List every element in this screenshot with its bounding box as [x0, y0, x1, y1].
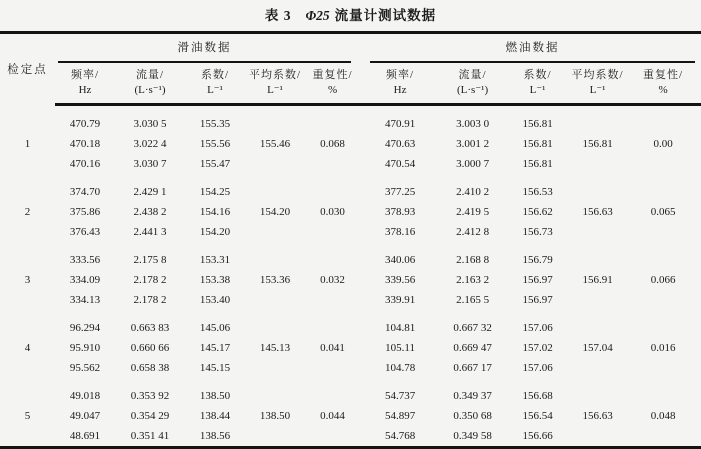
row-axis-header: 检定点: [7, 64, 48, 77]
cell-fuel-flow: 0.349 37: [453, 390, 492, 402]
cell-fuel-flow: 0.350 68: [453, 410, 492, 422]
cell-fuel-frequency: 378.16: [384, 226, 416, 238]
cell-lube-repeatability: [305, 174, 360, 202]
cell-fuel-coefficient: 157.02: [522, 342, 553, 354]
cell-lube-coefficient: 145.06: [199, 322, 231, 334]
cell-fuel-coefficient: 157.06: [522, 322, 553, 334]
cell-lube-coefficient: 153.40: [199, 294, 231, 306]
cell-fuel-avg-coefficient: 156.63: [582, 206, 613, 218]
cell-lube-avg-coefficient: [245, 222, 305, 242]
cell-calibration-point: [0, 358, 55, 378]
cell-lube-flow: 2.175 8: [133, 254, 167, 266]
cell-lube-flow: 2.178 2: [133, 294, 167, 306]
table-row: [0, 202, 701, 222]
cell-lube-avg-coefficient: [245, 154, 305, 174]
cell-lube-repeatability: [305, 242, 360, 270]
group-label-lube-oil: 滑油数据: [58, 34, 351, 63]
table-title: [0, 0, 701, 31]
cell-lube-frequency: 374.70: [69, 186, 101, 198]
cell-fuel-coefficient: 156.81: [522, 118, 553, 130]
cell-fuel-repeatability: [625, 174, 701, 202]
cell-fuel-frequency: 104.81: [384, 322, 416, 334]
cell-lube-flow: 2.441 3: [133, 226, 167, 238]
cell-fuel-frequency: 470.54: [384, 158, 416, 170]
col-header-fuel-frequency: 频率/ Hz: [360, 63, 440, 105]
table-row: [0, 154, 701, 174]
cell-lube-frequency: 334.13: [69, 294, 101, 306]
cell-calibration-point: [0, 174, 55, 202]
cell-fuel-avg-coefficient: [570, 105, 625, 135]
table-row: [0, 174, 701, 202]
table-row: [0, 222, 701, 242]
cell-fuel-frequency: 54.737: [384, 390, 416, 402]
cell-lube-coefficient: 155.47: [199, 158, 231, 170]
col-header-fuel-avg-coefficient: 平均系数/ L⁻¹: [570, 63, 625, 105]
cell-lube-avg-coefficient: [245, 426, 305, 448]
cell-lube-repeatability: [305, 310, 360, 338]
cell-lube-flow: 0.351 41: [130, 430, 170, 442]
cell-lube-flow: 3.022 4: [133, 138, 167, 150]
cell-lube-repeatability: [305, 105, 360, 135]
cell-lube-flow: 2.438 2: [133, 206, 167, 218]
cell-fuel-avg-coefficient: [570, 174, 625, 202]
table-row: [0, 426, 701, 448]
cell-fuel-flow: 2.410 2: [456, 186, 490, 198]
cell-fuel-avg-coefficient: [570, 290, 625, 310]
cell-fuel-coefficient: 156.79: [522, 254, 553, 266]
col-header-fuel-coefficient: 系数/ L⁻¹: [505, 63, 570, 105]
cell-lube-coefficient: 155.35: [199, 118, 231, 130]
cell-lube-avg-coefficient: [245, 358, 305, 378]
cell-fuel-flow: 2.165 5: [456, 294, 490, 306]
col-header-lube-coefficient: 系数/ L⁻¹: [185, 63, 245, 105]
cell-calibration-point: [0, 242, 55, 270]
cell-lube-flow: 0.660 66: [130, 342, 170, 354]
cell-lube-avg-coefficient: 153.36: [259, 274, 291, 286]
cell-fuel-flow: 0.667 32: [453, 322, 492, 334]
flowmeter-test-data-table: [0, 31, 701, 449]
cell-calibration-point: [0, 310, 55, 338]
cell-calibration-point: [0, 378, 55, 406]
table-row: [0, 270, 701, 290]
cell-fuel-coefficient: 156.66: [522, 430, 553, 442]
cell-fuel-repeatability: [625, 378, 701, 406]
cell-fuel-avg-coefficient: 156.91: [582, 274, 613, 286]
cell-calibration-point: [0, 290, 55, 310]
cell-lube-repeatability: [305, 154, 360, 174]
col-header-fuel-flow: 流量/ (L·s⁻¹): [440, 63, 505, 105]
cell-lube-frequency: 333.56: [69, 254, 101, 266]
cell-lube-repeatability: [305, 426, 360, 448]
cell-lube-frequency: 49.018: [69, 390, 101, 402]
cell-lube-flow: 0.354 29: [130, 410, 170, 422]
cell-lube-flow: 0.353 92: [130, 390, 170, 402]
cell-lube-coefficient: 138.44: [199, 410, 231, 422]
cell-lube-frequency: 48.691: [69, 430, 101, 442]
cell-fuel-repeatability: [625, 290, 701, 310]
cell-fuel-flow: 0.669 47: [453, 342, 492, 354]
cell-fuel-repeatability: [625, 310, 701, 338]
cell-fuel-avg-coefficient: [570, 378, 625, 406]
table-index: 表 3: [264, 8, 292, 23]
cell-fuel-avg-coefficient: [570, 310, 625, 338]
cell-lube-repeatability: [305, 222, 360, 242]
table-row: [0, 242, 701, 270]
cell-lube-avg-coefficient: [245, 242, 305, 270]
col-header-fuel-repeatability: 重复性/ %: [625, 63, 701, 105]
cell-fuel-repeatability: [625, 222, 701, 242]
cell-lube-coefficient: 145.17: [199, 342, 231, 354]
cell-fuel-avg-coefficient: [570, 154, 625, 174]
cell-fuel-coefficient: 156.54: [522, 410, 553, 422]
cell-fuel-avg-coefficient: 157.04: [582, 342, 613, 354]
cell-lube-avg-coefficient: [245, 378, 305, 406]
cell-fuel-frequency: 339.91: [384, 294, 416, 306]
cell-lube-frequency: 470.79: [69, 118, 101, 130]
cell-fuel-frequency: 470.63: [384, 138, 416, 150]
cell-calibration-point: 3: [24, 274, 31, 286]
cell-fuel-flow: 3.003 0: [456, 118, 490, 130]
table-row: [0, 134, 701, 154]
cell-lube-avg-coefficient: 154.20: [259, 206, 291, 218]
table-row: [0, 105, 701, 135]
cell-lube-repeatability: 0.041: [320, 342, 345, 354]
cell-lube-frequency: 470.16: [69, 158, 101, 170]
table-row: [0, 406, 701, 426]
table-row: [0, 290, 701, 310]
group-label-fuel-oil: 燃油数据: [370, 34, 695, 63]
cell-fuel-repeatability: [625, 154, 701, 174]
col-header-lube-avg-coefficient: 平均系数/ L⁻¹: [245, 63, 305, 105]
cell-lube-coefficient: 154.25: [199, 186, 231, 198]
cell-fuel-coefficient: 156.81: [522, 158, 553, 170]
cell-lube-repeatability: [305, 358, 360, 378]
cell-lube-repeatability: 0.030: [320, 206, 345, 218]
cell-lube-avg-coefficient: [245, 174, 305, 202]
group-header-fuel-oil: [360, 33, 701, 64]
table-row: [0, 338, 701, 358]
table-row: [0, 378, 701, 406]
cell-calibration-point: 5: [24, 410, 31, 422]
phi-diameter-symbol: Φ25: [305, 8, 330, 23]
column-header-row: [0, 63, 701, 105]
cell-lube-frequency: 95.562: [69, 362, 101, 374]
cell-fuel-avg-coefficient: [570, 242, 625, 270]
cell-fuel-flow: 0.667 17: [453, 362, 492, 374]
cell-lube-repeatability: [305, 290, 360, 310]
cell-fuel-repeatability: 0.048: [650, 410, 676, 422]
cell-lube-flow: 0.663 83: [130, 322, 170, 334]
cell-lube-avg-coefficient: 155.46: [259, 138, 291, 150]
cell-lube-coefficient: 138.50: [199, 390, 231, 402]
cell-lube-avg-coefficient: [245, 105, 305, 135]
cell-fuel-repeatability: [625, 105, 701, 135]
cell-lube-frequency: 95.910: [69, 342, 101, 354]
col-header-lube-frequency: 频率/ Hz: [55, 63, 115, 105]
cell-lube-coefficient: 153.31: [199, 254, 231, 266]
cell-fuel-repeatability: [625, 358, 701, 378]
cell-fuel-repeatability: 0.00: [653, 138, 673, 150]
cell-fuel-avg-coefficient: 156.81: [582, 138, 613, 150]
cell-fuel-avg-coefficient: 156.63: [582, 410, 613, 422]
table-row: [0, 358, 701, 378]
cell-fuel-flow: 2.412 8: [456, 226, 490, 238]
cell-lube-frequency: 375.86: [69, 206, 101, 218]
cell-fuel-repeatability: 0.016: [650, 342, 676, 354]
col-header-lube-repeatability: 重复性/ %: [305, 63, 360, 105]
cell-lube-avg-coefficient: 138.50: [259, 410, 291, 422]
cell-lube-frequency: 376.43: [69, 226, 101, 238]
cell-lube-avg-coefficient: [245, 310, 305, 338]
cell-lube-flow: 2.178 2: [133, 274, 167, 286]
cell-fuel-coefficient: 157.06: [522, 362, 553, 374]
table-body: [0, 105, 701, 448]
cell-calibration-point: [0, 426, 55, 448]
cell-lube-coefficient: 155.56: [199, 138, 231, 150]
cell-fuel-repeatability: 0.066: [650, 274, 676, 286]
cell-fuel-coefficient: 156.97: [522, 294, 553, 306]
cell-calibration-point: [0, 154, 55, 174]
cell-lube-repeatability: [305, 378, 360, 406]
cell-fuel-coefficient: 156.73: [522, 226, 553, 238]
cell-lube-coefficient: 145.15: [199, 362, 231, 374]
cell-lube-repeatability: 0.044: [320, 410, 345, 422]
cell-lube-avg-coefficient: [245, 290, 305, 310]
cell-calibration-point: [0, 105, 55, 135]
col-header-lube-flow: 流量/ (L·s⁻¹): [115, 63, 185, 105]
cell-fuel-repeatability: [625, 242, 701, 270]
cell-lube-frequency: 96.294: [69, 322, 101, 334]
cell-lube-coefficient: 153.38: [199, 274, 231, 286]
table-row: [0, 310, 701, 338]
cell-lube-frequency: 49.047: [69, 410, 101, 422]
group-header-lube-oil: [55, 33, 360, 64]
cell-lube-flow: 3.030 5: [133, 118, 167, 130]
cell-fuel-frequency: 470.91: [384, 118, 416, 130]
cell-fuel-repeatability: [625, 426, 701, 448]
cell-fuel-frequency: 378.93: [384, 206, 416, 218]
cell-fuel-flow: 2.419 5: [456, 206, 490, 218]
cell-fuel-flow: 2.168 8: [456, 254, 490, 266]
cell-fuel-coefficient: 156.53: [522, 186, 553, 198]
cell-fuel-flow: 2.163 2: [456, 274, 490, 286]
cell-fuel-coefficient: 156.81: [522, 138, 553, 150]
cell-lube-flow: 3.030 7: [133, 158, 167, 170]
cell-lube-coefficient: 154.16: [199, 206, 231, 218]
cell-fuel-avg-coefficient: [570, 426, 625, 448]
cell-lube-frequency: 334.09: [69, 274, 101, 286]
cell-fuel-frequency: 339.56: [384, 274, 416, 286]
group-header-row: [0, 33, 701, 64]
cell-fuel-flow: 3.000 7: [456, 158, 490, 170]
cell-fuel-avg-coefficient: [570, 222, 625, 242]
cell-calibration-point: [0, 222, 55, 242]
cell-fuel-coefficient: 156.97: [522, 274, 553, 286]
cell-lube-flow: 0.658 38: [130, 362, 170, 374]
cell-fuel-coefficient: 156.62: [522, 206, 553, 218]
cell-lube-coefficient: 138.56: [199, 430, 231, 442]
cell-calibration-point: 1: [24, 138, 31, 150]
cell-fuel-frequency: 340.06: [384, 254, 416, 266]
cell-fuel-avg-coefficient: [570, 358, 625, 378]
cell-lube-coefficient: 154.20: [199, 226, 231, 238]
cell-lube-flow: 2.429 1: [133, 186, 167, 198]
cell-fuel-flow: 3.001 2: [456, 138, 490, 150]
cell-fuel-flow: 0.349 58: [453, 430, 492, 442]
cell-fuel-frequency: 54.897: [384, 410, 416, 422]
cell-fuel-frequency: 105.11: [385, 342, 415, 354]
cell-fuel-repeatability: 0.065: [650, 206, 676, 218]
cell-lube-repeatability: 0.068: [320, 138, 345, 150]
cell-fuel-coefficient: 156.68: [522, 390, 553, 402]
cell-lube-frequency: 470.18: [69, 138, 101, 150]
cell-fuel-frequency: 104.78: [384, 362, 416, 374]
table-title-text: 流量计测试数据: [334, 8, 437, 23]
cell-fuel-frequency: 54.768: [384, 430, 416, 442]
cell-lube-repeatability: 0.032: [320, 274, 345, 286]
cell-lube-avg-coefficient: 145.13: [259, 342, 291, 354]
cell-fuel-frequency: 377.25: [384, 186, 416, 198]
cell-calibration-point: 2: [24, 206, 31, 218]
cell-calibration-point: 4: [24, 342, 31, 354]
